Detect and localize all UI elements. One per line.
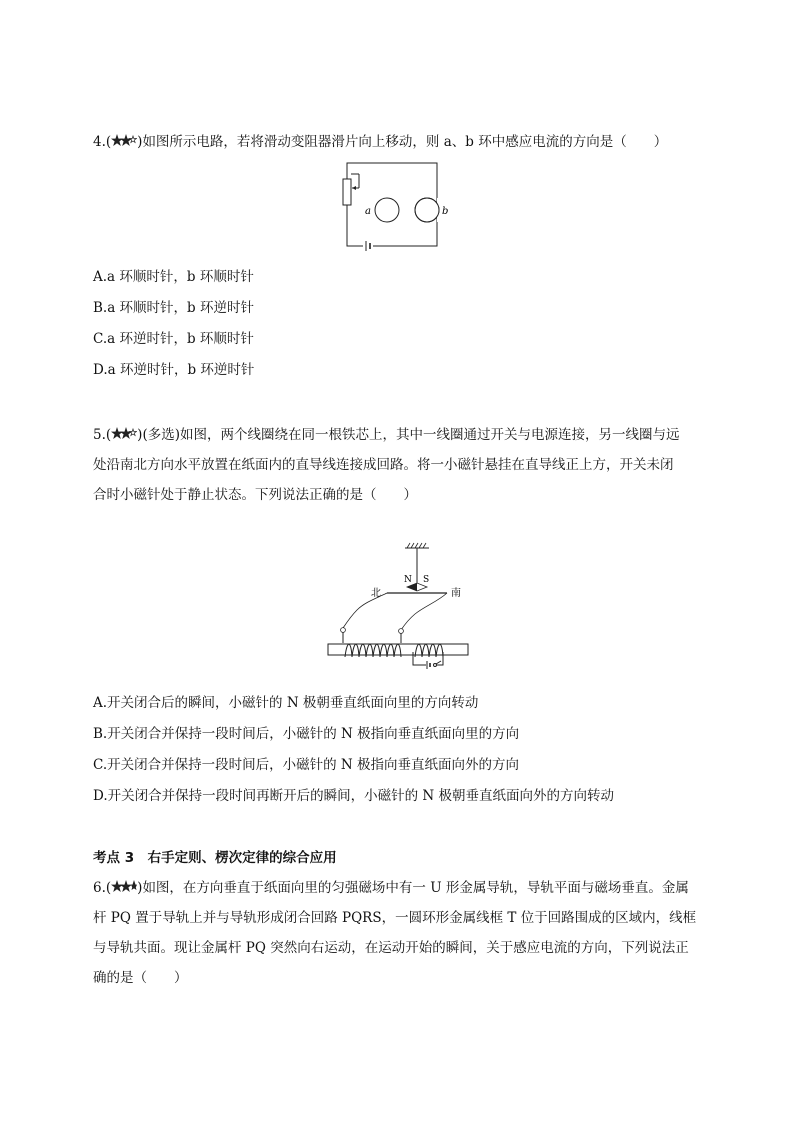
section-heading: 考点 3 右手定则、楞次定律的综合应用 xyxy=(93,850,337,866)
question-4-number: 4.( xyxy=(93,134,112,150)
label-b: b xyxy=(442,206,449,217)
question-5-option-d[interactable]: D.开关闭合并保持一段时间再断开后的瞬间，小磁针的 N 极朝垂直纸面向外的方向转动 xyxy=(93,788,615,804)
question-6-stem xyxy=(93,873,705,993)
question-6-close-paren: ) xyxy=(137,880,143,896)
question-4-circuit-figure xyxy=(335,160,465,258)
question-5-option-a[interactable]: A.开关闭合后的瞬间，小磁针的 N 极朝垂直纸面向里的方向转动 xyxy=(93,695,479,711)
ring-a-icon xyxy=(375,198,399,222)
question-6-text-3: 与导轨共面。现让金属杆 PQ 突然向右运动，在运动开始的瞬间，关于感应电流的方向，下列说法正 xyxy=(93,940,689,956)
question-5-option-c[interactable]: C.开关闭合并保持一段时间后，小磁针的 N 极指向垂直纸面向外的方向 xyxy=(93,757,520,773)
difficulty-stars-icon xyxy=(111,880,137,894)
question-6-text-1: 如图，在方向垂直于纸面向里的匀强磁场中有一 U 形金属导轨，导轨平面与磁场垂直。金属 xyxy=(142,880,689,896)
question-6-text-4: 确的是（ ） xyxy=(93,970,188,986)
iron-core xyxy=(328,644,468,655)
rheostat-icon xyxy=(343,179,351,205)
question-6-number: 6.( xyxy=(93,880,112,896)
question-5-text-3: 合时小磁针处于静止状态。下列说法正确的是（ ） xyxy=(93,487,417,503)
question-4-stem xyxy=(93,132,667,152)
question-4-text: 如图所示电路，若将滑动变阻器滑片向上移动，则 a、b 环中感应电流的方向是（ ） xyxy=(142,134,668,150)
question-4-option-c[interactable]: C.a 环逆时针，b 环顺时针 xyxy=(93,331,254,347)
question-5-coil-figure xyxy=(325,540,475,670)
s-pole-label: S xyxy=(423,575,430,585)
question-4-close-paren: ) xyxy=(137,134,143,150)
question-5-option-b[interactable]: B.开关闭合并保持一段时间后，小磁针的 N 极指向垂直纸面向里的方向 xyxy=(93,726,520,742)
question-5-text-2: 处沿南北方向水平放置在纸面内的直导线连接成回路。将一小磁针悬挂在直导线正上方，开关未闭 xyxy=(93,457,674,473)
question-4-option-a[interactable]: A.a 环顺时针，b 环顺时针 xyxy=(93,269,254,285)
n-pole-label: N xyxy=(404,575,412,585)
question-4-option-b[interactable]: B.a 环顺时针，b 环逆时针 xyxy=(93,300,254,316)
difficulty-stars-icon xyxy=(111,427,137,441)
question-5-close-paren: ) xyxy=(137,427,143,443)
question-5-number: 5.( xyxy=(93,427,112,443)
north-label: 北 xyxy=(371,588,381,599)
question-4-option-d[interactable]: D.a 环逆时针，b 环逆时针 xyxy=(93,362,255,378)
question-5-text-1: (多选)如图，两个线圈绕在同一根铁芯上，其中一线圈通过开关与电源连接，另一线圈与远 xyxy=(142,427,680,443)
question-5-stem xyxy=(93,420,705,510)
difficulty-stars-icon xyxy=(111,134,137,148)
label-a: a xyxy=(365,206,371,217)
question-6-text-2: 杆 PQ 置于导轨上并与导轨形成闭合回路 PQRS，一圆环形金属线框 T 位于回路围成的区域内，线框 xyxy=(93,910,697,926)
south-label: 南 xyxy=(451,588,461,599)
